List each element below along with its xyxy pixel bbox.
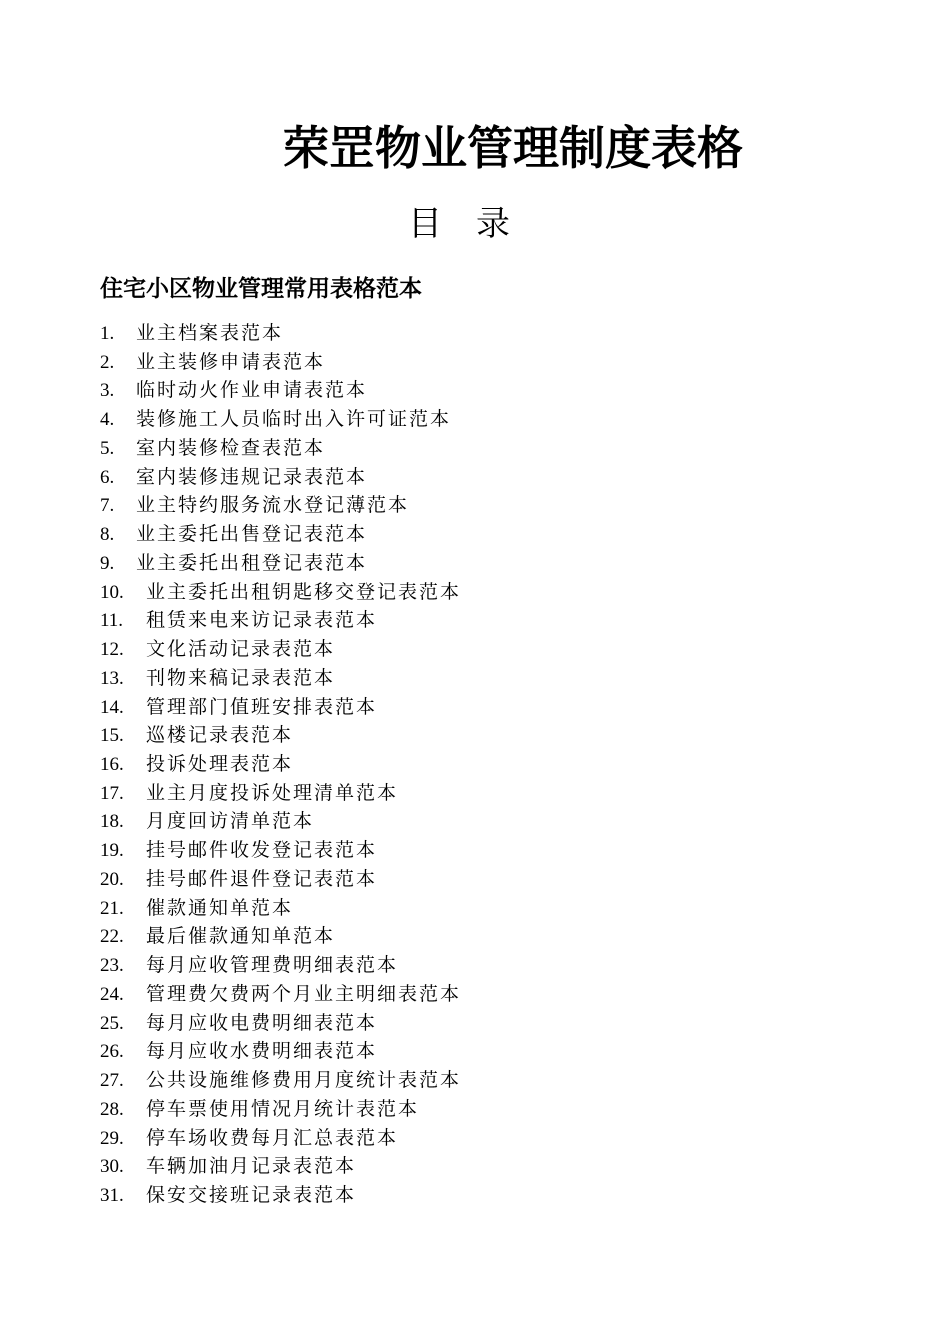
toc-item[interactable] xyxy=(100,951,461,980)
section-heading: 住宅小区物业管理常用表格范本 xyxy=(100,275,422,302)
toc-item-number: 7. xyxy=(100,495,115,517)
toc-item-label: 催款通知单范本 xyxy=(146,896,294,919)
toc-item-number: 22. xyxy=(100,926,124,948)
toc-item[interactable] xyxy=(100,894,461,923)
toc-item-number: 29. xyxy=(100,1127,124,1149)
toc-item[interactable] xyxy=(100,635,461,664)
toc-item-number: 18. xyxy=(100,811,124,833)
toc-item-number: 21. xyxy=(100,897,124,919)
toc-item-label: 每月应收水费明细表范本 xyxy=(146,1040,378,1063)
toc-item-number: 9. xyxy=(100,552,115,574)
toc-item-label: 刊物来稿记录表范本 xyxy=(146,666,336,689)
toc-item-number: 6. xyxy=(100,466,115,488)
toc-item[interactable] xyxy=(100,865,461,894)
toc-item[interactable] xyxy=(100,578,461,607)
toc-item-label: 业主委托出租登记表范本 xyxy=(136,551,368,574)
toc-item[interactable] xyxy=(100,1009,461,1038)
toc-item[interactable] xyxy=(100,1124,461,1153)
toc-item[interactable] xyxy=(100,376,461,405)
document-title: 荣罡物业管理制度表格 xyxy=(283,121,743,175)
toc-item[interactable] xyxy=(100,1037,461,1066)
toc-item[interactable] xyxy=(100,750,461,779)
toc-item-label: 月度回访清单范本 xyxy=(146,810,315,833)
toc-item-label: 室内装修检查表范本 xyxy=(136,436,326,459)
toc-item-number: 16. xyxy=(100,754,124,776)
toc-item-label: 业主月度投诉处理清单范本 xyxy=(146,781,399,804)
toc-item-number: 31. xyxy=(100,1185,124,1207)
toc-item-number: 5. xyxy=(100,437,115,459)
toc-item-label: 管理费欠费两个月业主明细表范本 xyxy=(146,982,462,1005)
toc-item-label: 挂号邮件收发登记表范本 xyxy=(146,839,378,862)
toc-item-number: 23. xyxy=(100,955,124,977)
toc-item-label: 停车场收费每月汇总表范本 xyxy=(146,1126,399,1149)
toc-item-label: 业主委托出售登记表范本 xyxy=(136,523,368,546)
toc-item-label: 业主档案表范本 xyxy=(136,322,284,344)
toc-item-label: 装修施工人员临时出入许可证范本 xyxy=(136,408,452,431)
toc-item-label: 公共设施维修费用月度统计表范本 xyxy=(146,1069,462,1092)
table-of-contents-heading: 目 录 xyxy=(408,204,510,244)
toc-item-label: 停车票使用情况月统计表范本 xyxy=(146,1097,420,1120)
toc-item-label: 业主委托出租钥匙移交登记表范本 xyxy=(146,580,462,603)
toc-item[interactable] xyxy=(100,1181,461,1210)
toc-item-number: 19. xyxy=(100,840,124,862)
toc-item-label: 管理部门值班安排表范本 xyxy=(146,695,378,718)
toc-item[interactable] xyxy=(100,779,461,808)
toc-item[interactable] xyxy=(100,693,461,722)
toc-item-label: 业主特约服务流水登记薄范本 xyxy=(136,494,410,517)
toc-item-number: 30. xyxy=(100,1156,124,1178)
toc-item[interactable] xyxy=(100,836,461,865)
toc-item[interactable] xyxy=(100,664,461,693)
toc-item-number: 3. xyxy=(100,380,115,402)
toc-item-label: 租赁来电来访记录表范本 xyxy=(146,609,378,632)
toc-item-label: 业主装修申请表范本 xyxy=(136,350,326,373)
toc-item[interactable] xyxy=(100,549,461,578)
toc-item-label: 文化活动记录表范本 xyxy=(146,638,336,661)
toc-item[interactable] xyxy=(100,606,461,635)
toc-item[interactable] xyxy=(100,520,461,549)
toc-item-label: 室内装修违规记录表范本 xyxy=(136,465,368,488)
toc-item-number: 10. xyxy=(100,581,124,603)
toc-item[interactable] xyxy=(100,1152,461,1181)
toc-item-number: 11. xyxy=(100,610,124,632)
toc-item[interactable] xyxy=(100,491,461,520)
toc-item-number: 1. xyxy=(100,323,115,344)
toc-item-label: 巡楼记录表范本 xyxy=(146,724,294,747)
toc-item[interactable] xyxy=(100,1066,461,1095)
toc-item-label: 最后催款通知单范本 xyxy=(146,925,336,948)
toc-item-label: 车辆加油月记录表范本 xyxy=(146,1155,357,1178)
toc-item[interactable] xyxy=(100,348,461,377)
toc-item[interactable] xyxy=(100,807,461,836)
toc-item-label: 每月应收电费明细表范本 xyxy=(146,1011,378,1034)
toc-item-number: 28. xyxy=(100,1098,124,1120)
toc-item-number: 8. xyxy=(100,524,115,546)
toc-item[interactable] xyxy=(100,434,461,463)
toc-item-number: 13. xyxy=(100,667,124,689)
toc-item-label: 投诉处理表范本 xyxy=(146,753,294,776)
toc-item[interactable] xyxy=(100,980,461,1009)
toc-item-label: 保安交接班记录表范本 xyxy=(146,1184,357,1207)
toc-item-number: 20. xyxy=(100,868,124,890)
toc-item[interactable] xyxy=(100,922,461,951)
toc-item[interactable] xyxy=(100,405,461,434)
toc-item-label: 每月应收管理费明细表范本 xyxy=(146,954,399,977)
toc-item-number: 15. xyxy=(100,725,124,747)
toc-item-number: 26. xyxy=(100,1041,124,1063)
toc-item-number: 4. xyxy=(100,409,115,431)
toc-item-number: 2. xyxy=(100,351,115,373)
toc-item-number: 24. xyxy=(100,983,124,1005)
toc-item-number: 25. xyxy=(100,1012,124,1034)
toc-item[interactable] xyxy=(100,1095,461,1124)
toc-item[interactable] xyxy=(100,463,461,492)
toc-item-number: 27. xyxy=(100,1070,124,1092)
table-of-contents-list xyxy=(100,319,461,1210)
toc-item-number: 12. xyxy=(100,639,124,661)
toc-item-label: 挂号邮件退件登记表范本 xyxy=(146,867,378,890)
toc-item[interactable] xyxy=(100,721,461,750)
toc-item-label: 临时动火作业申请表范本 xyxy=(136,379,368,402)
toc-item-number: 14. xyxy=(100,696,124,718)
toc-item[interactable] xyxy=(100,319,461,348)
toc-item-number: 17. xyxy=(100,782,124,804)
